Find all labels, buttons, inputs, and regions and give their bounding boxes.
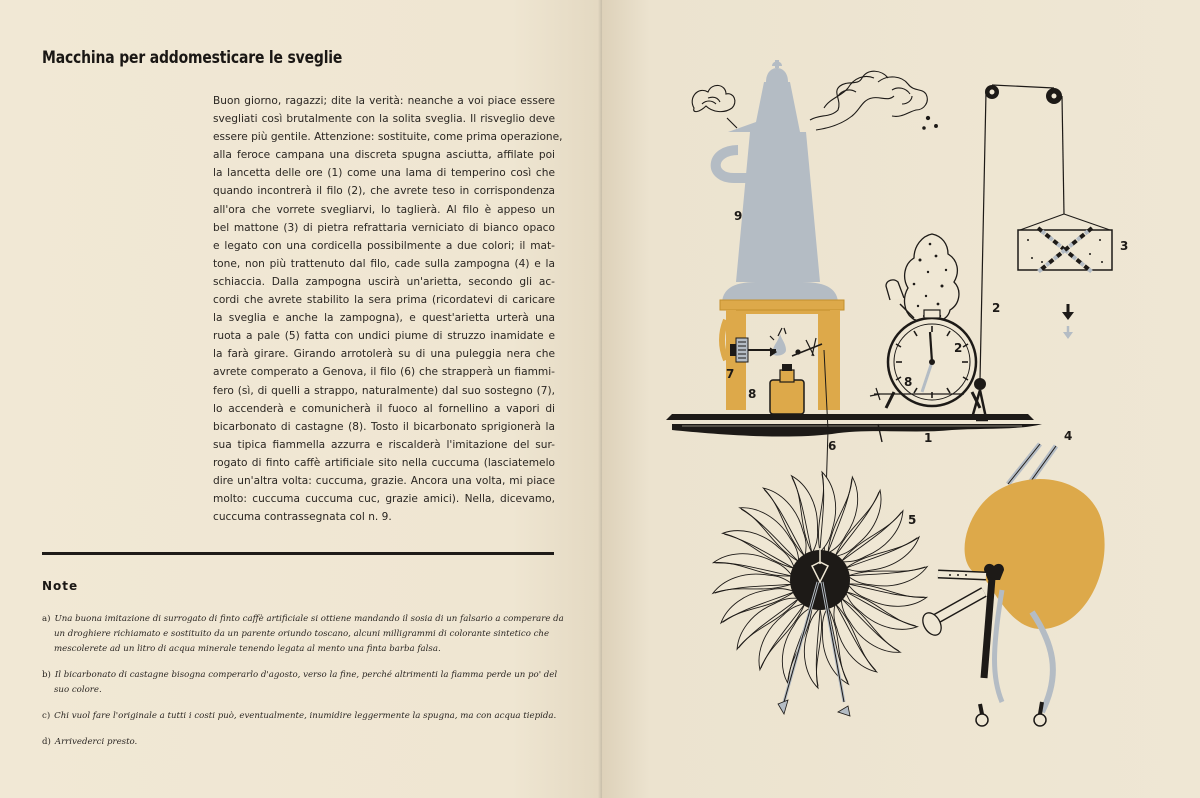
body-line: fero (sì, di quelli a strappo, naturalmente) dal suo sostegno (7), (213, 384, 555, 397)
body-line: la lancetta delle ore (1) come una lama di temperino così che (213, 167, 555, 180)
bagpipe (919, 444, 1105, 726)
body-line: bicarbonato di castagne (8). Tosto il bicarbonato sprigionerà la (213, 420, 555, 433)
body-text (213, 92, 563, 526)
note-item (42, 612, 562, 657)
label-five: 5 (908, 513, 917, 527)
note-item (42, 668, 562, 698)
body-line: sua tipica fiammella azzurra e riscalderà l'imitazione del sur- (213, 438, 555, 451)
notes-heading: Note (42, 579, 79, 593)
brick (1018, 214, 1112, 272)
body-line: cordi che avrete stabilito la sera prima (ricordatevi di caricare (213, 294, 555, 307)
note-line (42, 642, 562, 657)
machine-illustration (602, 0, 1200, 798)
label-eight-burner: 8 (748, 387, 757, 401)
note-text: un droghiere richiamato e sostituito da un parente oriundo toscano, alcuni milligrammi di colorante sintetico che (54, 629, 550, 639)
label-six: 6 (828, 439, 837, 453)
body-line: all'ora che vorrete svegliarvi, lo taglierà. Al filo è appeso un (213, 203, 555, 216)
steam-cloud-right (810, 71, 937, 130)
note-item (42, 709, 562, 724)
match-and-flame (748, 328, 822, 356)
note-line (42, 709, 562, 724)
label-two-clock: 2 (954, 341, 963, 355)
label-two-string: 2 (992, 301, 1001, 315)
body-line: Buon giorno, ragazzi; dite la verità: neanche a voi piace essere (213, 95, 555, 107)
label-seven: 7 (726, 367, 735, 381)
body-line: la sveglia e anche la zampogna), e quest'arietta urterà una (213, 312, 555, 325)
note-text: Arrivederci presto. (54, 737, 138, 747)
note-text: Il bicarbonato di castagne bisogna comperarlo d'agosto, verso la fine, perché altrimenti la fiamma perde un po' del (54, 670, 558, 680)
burner (770, 364, 804, 414)
label-three: 3 (1120, 239, 1129, 253)
body-line: essere più gentile. Attenzione: sostituite, come prima operazione, (213, 131, 563, 144)
body-line: tone, non più trattenuto dal filo, cade sulla zampogna (4) e la (213, 257, 555, 270)
note-item (42, 735, 562, 750)
page-title: Macchina per addomesticare le sveglie (42, 48, 343, 68)
note-text: Chi vuol fare l'originale a tutti i costi può, eventualmente, inumidire leggermente la spugna, ma con acqua tiepida. (54, 711, 557, 721)
note-label: d) (42, 737, 51, 747)
label-eight-clock: 8 (904, 375, 913, 389)
note-line (42, 627, 562, 642)
note-line (42, 683, 562, 698)
note-label: a) (42, 614, 51, 624)
label-one: 1 (924, 431, 933, 445)
steam-cloud-left (692, 85, 737, 128)
note-line (42, 668, 562, 683)
sponge (905, 234, 959, 322)
label-nine: 9 (734, 209, 743, 223)
label-four: 4 (1064, 429, 1073, 443)
falling-arrows (1062, 304, 1074, 339)
body-line: cuccuma contrassegnata col n. 9. (213, 511, 392, 524)
note-line (42, 612, 562, 627)
body-line: rogato di finto caffè artificiale sito nella cuccuma (lasciatemelo (213, 456, 555, 469)
note-text: mescolerete ad un litro di acqua minerale tenendo legata al mento una finta barba falsa. (54, 644, 441, 654)
body-line: ruota a pale (5) fatta con undici piume di struzzo inamidate e (213, 330, 555, 343)
note-text: Una buona imitazione di surrogato di finto caffè artificiale si ottiene mandando il sosia di un falsario a comperare da (54, 614, 564, 624)
divider-rule (42, 552, 554, 555)
body-line: bel mattone (3) di pietra refrattaria verniciato di bianco opaco (213, 221, 555, 234)
body-line: lo accenderà e comunicherà il fuoco al fornellino a vapori di (213, 402, 555, 415)
body-line: dire un'altra volta: cuccuma, grazie. Ancora una volta, mi piace (213, 474, 555, 487)
note-text: suo colore. (54, 685, 102, 695)
note-line (42, 735, 562, 750)
body-line: e legato con una cordicella possibilmente a due colori; il mat- (213, 239, 555, 252)
body-line: avrete comperato a Genova, il filo (6) che strapperà un fiammi- (213, 366, 555, 379)
body-line: svegliati così brutalmente con la solita sveglia. Il risveglio deve (213, 113, 555, 126)
note-label: b) (42, 670, 51, 680)
body-line: quando incontrerà il filo (2), che avrete teso in corrispondenza (213, 185, 555, 198)
body-line: molto: cuccuma cuccuma cuc, grazie amici). Nella, dicevamo, (213, 493, 555, 506)
notes-list (42, 612, 562, 761)
body-line: la farà girare. Girando arrotolerà su di una puleggia nera che (213, 348, 555, 361)
note-label: c) (42, 711, 51, 721)
body-line: schiaccia. Dalla zampogna uscirà un'arietta, secondo gli ac- (213, 275, 555, 288)
body-line: alla feroce campana una discreta spugna asciutta, affilate poi (213, 149, 555, 162)
shelf (666, 414, 1042, 442)
